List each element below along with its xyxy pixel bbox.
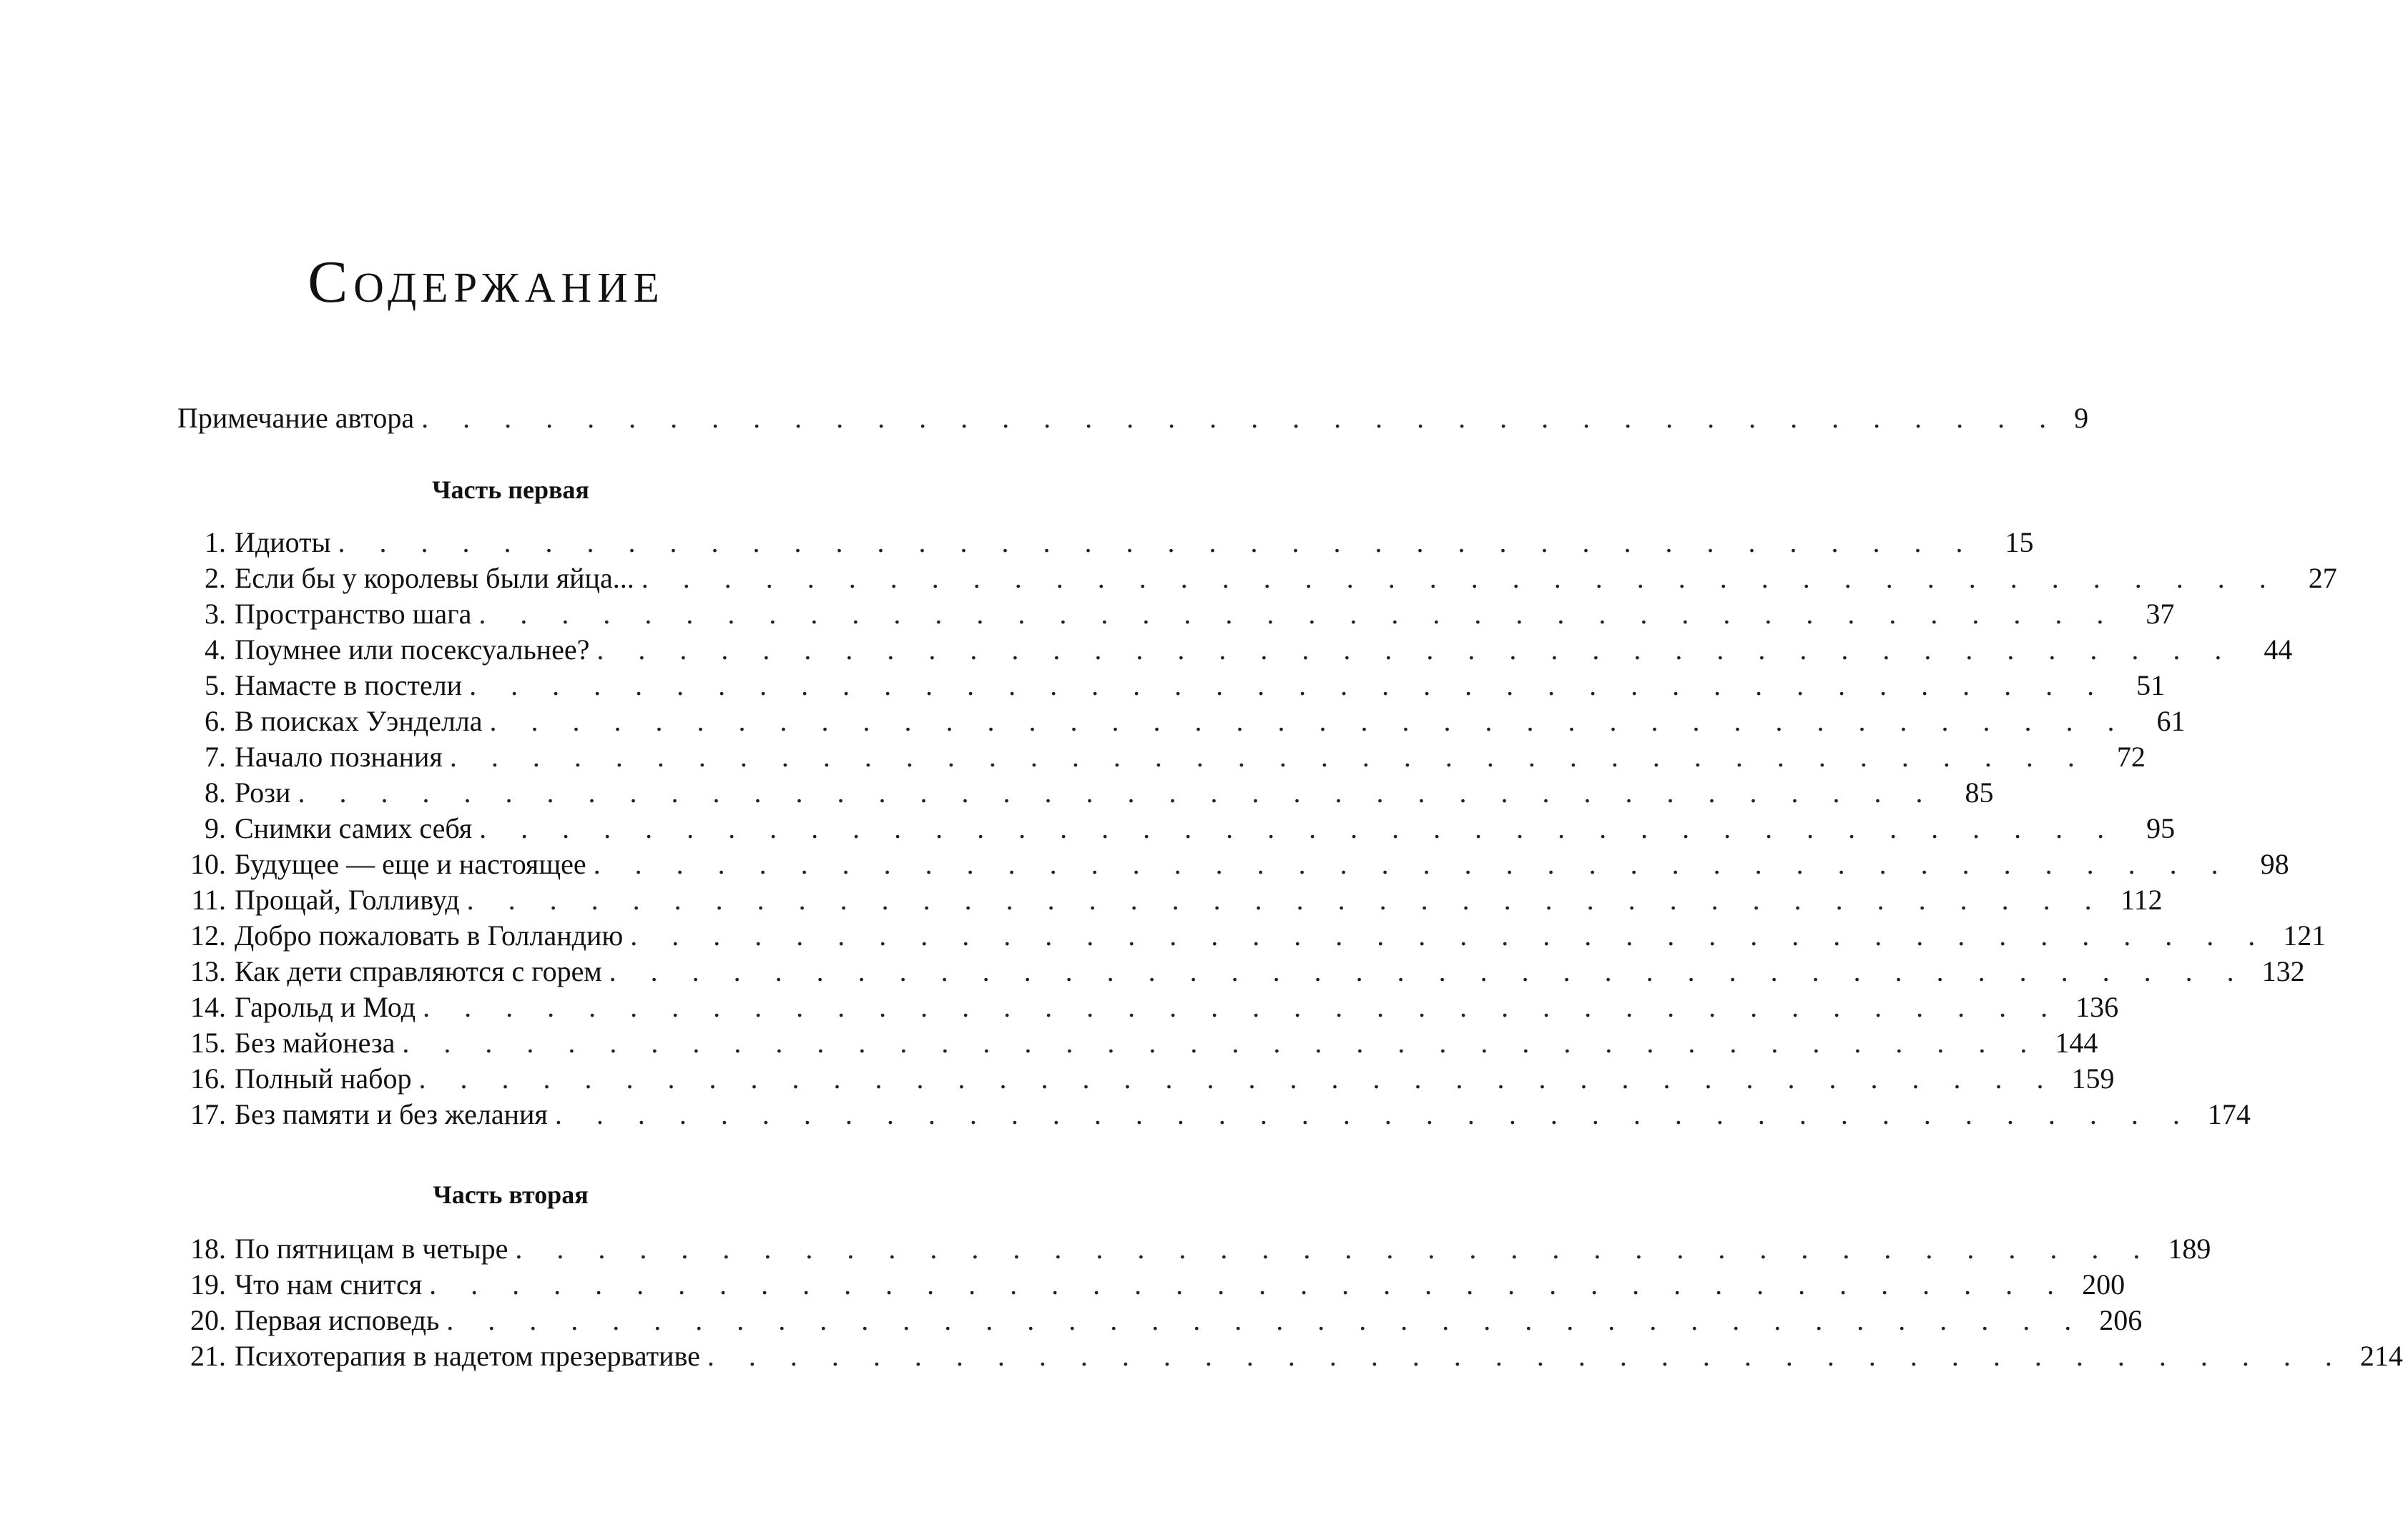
toc-entry-page: 27 <box>2308 562 2337 594</box>
toc-entry-page: 44 <box>2264 633 2293 666</box>
dot-leader: . . . . . . . . . . . . . . . . . . . . . . . . . . . . . . . . . . . . . . . . <box>641 562 2280 594</box>
toc-entry-page: 214 <box>2359 1340 2403 1372</box>
toc-entry-label: Идиоты <box>226 525 338 561</box>
dot-leader: . . . . . . . . . . . . . . . . . . . . . . . . . . . . . . . . . . . . . . . . <box>478 598 2118 630</box>
part-two-heading: Часть вторая <box>433 1180 589 1209</box>
dot-leader: . . . . . . . . . . . . . . . . . . . . . . . . . . . . . . . . . . . . . . . . <box>446 1304 2085 1336</box>
toc-entry-number: 18. <box>190 1233 226 1265</box>
toc-entry-number: 19. <box>190 1268 226 1300</box>
toc-entry-label: Как дети справляются с горем <box>226 954 609 989</box>
toc-entry-label: По пятницам в четыре <box>226 1231 515 1267</box>
toc-entry[interactable] <box>177 739 2146 775</box>
toc-entry-number: 5. <box>205 669 226 701</box>
toc-entry-number: 13. <box>190 955 226 987</box>
toc-entry[interactable] <box>177 525 2034 561</box>
toc-entry-page: 174 <box>2207 1098 2251 1130</box>
toc-entry-number: 6. <box>205 705 226 737</box>
dot-leader: . . . . . . . . . . . . . . . . . . . . . . . . . . . . . . . . . . . . . . . . <box>429 1268 2068 1300</box>
toc-entry-label: Что нам снится <box>226 1267 429 1303</box>
dot-leader: . . . . . . . . . . . . . . . . . . . . . . . . . . . . . . . . . . . . . . . . <box>402 1027 2041 1059</box>
toc-entry-number: 14. <box>190 991 226 1023</box>
toc-entry-page: 37 <box>2146 598 2175 630</box>
dot-leader: . . . . . . . . . . . . . . . . . . . . . . . . . . . . . . . . . . . . . . . . <box>479 812 2118 844</box>
toc-entry-page: 189 <box>2168 1233 2211 1265</box>
toc-entry-page: 121 <box>2283 919 2326 952</box>
toc-entry[interactable] <box>177 811 2176 846</box>
toc-entry-page: 144 <box>2055 1027 2098 1059</box>
toc-entry-label: В поисках Уэнделла <box>226 704 490 739</box>
toc-entry-label: Начало познания <box>226 739 450 775</box>
dot-leader: . . . . . . . . . . . . . . . . . . . . . . . . . . . . . . . . . . . . . . . . <box>609 955 2248 987</box>
toc-entry[interactable] <box>177 668 2166 704</box>
dot-leader: . . . . . . . . . . . . . . . . . . . . . . . . . . . . . . . . . . . . . . . . <box>596 633 2236 666</box>
dot-leader: . . . . . . . . . . . . . . . . . . . . . . . . . . . . . . . . . . . . . . . . <box>707 1340 2346 1372</box>
dot-leader: . . . . . . . . . . . . . . . . . . . . . . . . . . . . . . . . . . . . . . . . <box>298 776 1937 809</box>
toc-entry[interactable] <box>177 704 2186 739</box>
toc-entry-label: Без майонеза <box>226 1025 402 1061</box>
toc-entry-number: 8. <box>205 776 226 809</box>
toc-entry-number: 15. <box>190 1027 226 1059</box>
toc-entry-page: 136 <box>2075 991 2119 1023</box>
toc-entry-page: 9 <box>2074 402 2089 434</box>
toc-entry-number: 3. <box>205 598 226 630</box>
toc-entry-label: Первая исповедь <box>226 1303 446 1338</box>
toc-entry[interactable] <box>177 561 2337 596</box>
dot-leader: . . . . . . . . . . . . . . . . . . . . . . . . . . . . . . . . . . . . . . . . <box>418 1062 2058 1095</box>
toc-entry-label: Намасте в постели <box>226 668 469 704</box>
toc-entry-label: Рози <box>226 775 298 811</box>
toc-entry-number: 9. <box>205 812 226 844</box>
toc-entry-label: Пространство шага <box>226 596 478 632</box>
toc-entry[interactable] <box>177 954 2305 989</box>
toc-entry-page: 51 <box>2136 669 2166 701</box>
dot-leader: . . . . . . . . . . . . . . . . . . . . . . . . . . . . . . . . . . . . . . . . <box>630 919 2269 952</box>
toc-entry-page: 61 <box>2156 705 2186 737</box>
toc-entry-page: 206 <box>2099 1304 2143 1336</box>
dot-leader: . . . . . . . . . . . . . . . . . . . . . . . . . . . . . . . . . . . . . . . . <box>515 1233 2154 1265</box>
dot-leader: . . . . . . . . . . . . . . . . . . . . . . . . . . . . . . . . . . . . . . . . <box>593 848 2232 880</box>
toc-entry[interactable] <box>177 632 2293 668</box>
dot-leader: . . . . . . . . . . . . . . . . . . . . . . . . . . . . . . . . . . . . . . . . <box>423 991 2062 1023</box>
toc-entry[interactable] <box>177 1303 2143 1338</box>
toc-entry-number: 17. <box>190 1098 226 1130</box>
toc-entry[interactable] <box>177 989 2119 1025</box>
toc-entry-label: Психотерапия в надетом презервативе <box>226 1338 707 1374</box>
toc-entry-number: 10. <box>190 848 226 880</box>
toc-entry-page: 112 <box>2121 884 2163 916</box>
toc-entry-number: 1. <box>205 526 226 558</box>
toc-entry[interactable] <box>177 775 1994 811</box>
toc-entry-author-note[interactable] <box>177 400 2089 436</box>
toc-entry-page: 98 <box>2260 848 2289 880</box>
dot-leader: . . . . . . . . . . . . . . . . . . . . . . . . . . . . . . . . . . . . . . . . <box>338 526 1977 558</box>
part-one-list <box>177 525 2337 1132</box>
toc-entry-number: 2. <box>205 562 226 594</box>
toc-entry-page: 159 <box>2071 1062 2115 1095</box>
toc-entry-label: Снимки самих себя <box>226 811 479 846</box>
toc-entry[interactable] <box>177 1231 2211 1267</box>
toc-entry-label: Без памяти и без желания <box>226 1097 555 1132</box>
toc-entry-number: 21. <box>190 1340 226 1372</box>
part-one-heading: Часть первая <box>432 475 589 504</box>
toc-entry[interactable] <box>177 1025 2098 1061</box>
toc-entry[interactable] <box>177 1267 2126 1303</box>
toc-entry-label: Если бы у королевы были яйца... <box>226 561 642 596</box>
toc-entry-page: 15 <box>2005 526 2034 558</box>
toc-entry-page: 85 <box>1965 776 1994 809</box>
toc-entry[interactable] <box>177 596 2175 632</box>
toc-entry[interactable] <box>177 1097 2251 1132</box>
toc-entry-number: 12. <box>190 919 226 952</box>
toc-entry-label: Полный набор <box>226 1061 419 1097</box>
dot-leader: . . . . . . . . . . . . . . . . . . . . . . . . . . . . . . . . . . . . . . . . <box>554 1098 2193 1130</box>
toc-entry-page: 200 <box>2082 1268 2126 1300</box>
toc-entry[interactable] <box>177 1061 2115 1097</box>
toc-entry-label: Добро пожаловать в Голландию <box>226 918 630 954</box>
dot-leader: . . . . . . . . . . . . . . . . . . . . . . . . . . . . . . . . . . . . . . . . <box>469 669 2108 701</box>
dot-leader: . . . . . . . . . . . . . . . . . . . . . . . . . . . . . . . . . . . . . . . . <box>421 402 2060 434</box>
toc-entry-label: Прощай, Голливуд <box>226 882 467 918</box>
toc-entry[interactable] <box>177 918 2326 954</box>
page-title: Содержание <box>308 249 665 315</box>
toc-entry-label: Поумнее или посексуальнее? <box>226 632 596 668</box>
dot-leader: . . . . . . . . . . . . . . . . . . . . . . . . . . . . . . . . . . . . . . . . <box>489 705 2128 737</box>
toc-entry-label: Примечание автора <box>177 400 421 436</box>
toc-entry-number: 20. <box>190 1304 226 1336</box>
dot-leader: . . . . . . . . . . . . . . . . . . . . . . . . . . . . . . . . . . . . . . . . <box>466 884 2105 916</box>
toc-entry-number: 11. <box>191 884 226 916</box>
dot-leader: . . . . . . . . . . . . . . . . . . . . . . . . . . . . . . . . . . . . . . . . <box>449 741 2088 773</box>
author-note-block <box>177 400 2089 436</box>
toc-entry-number: 16. <box>190 1062 226 1095</box>
toc-entry[interactable] <box>177 846 2289 882</box>
toc-entry-page: 72 <box>2116 741 2146 773</box>
toc-entry[interactable] <box>177 1338 2403 1374</box>
toc-entry-label: Гарольд и Мод <box>226 989 423 1025</box>
part-two-list <box>177 1231 2403 1374</box>
toc-entry-label: Будущее — еще и настоящее <box>226 846 594 882</box>
toc-entry-page: 132 <box>2261 955 2305 987</box>
toc-entry-page: 95 <box>2146 812 2176 844</box>
toc-entry-number: 4. <box>205 633 226 666</box>
toc-entry-number: 7. <box>205 741 226 773</box>
toc-entry[interactable] <box>177 882 2163 918</box>
